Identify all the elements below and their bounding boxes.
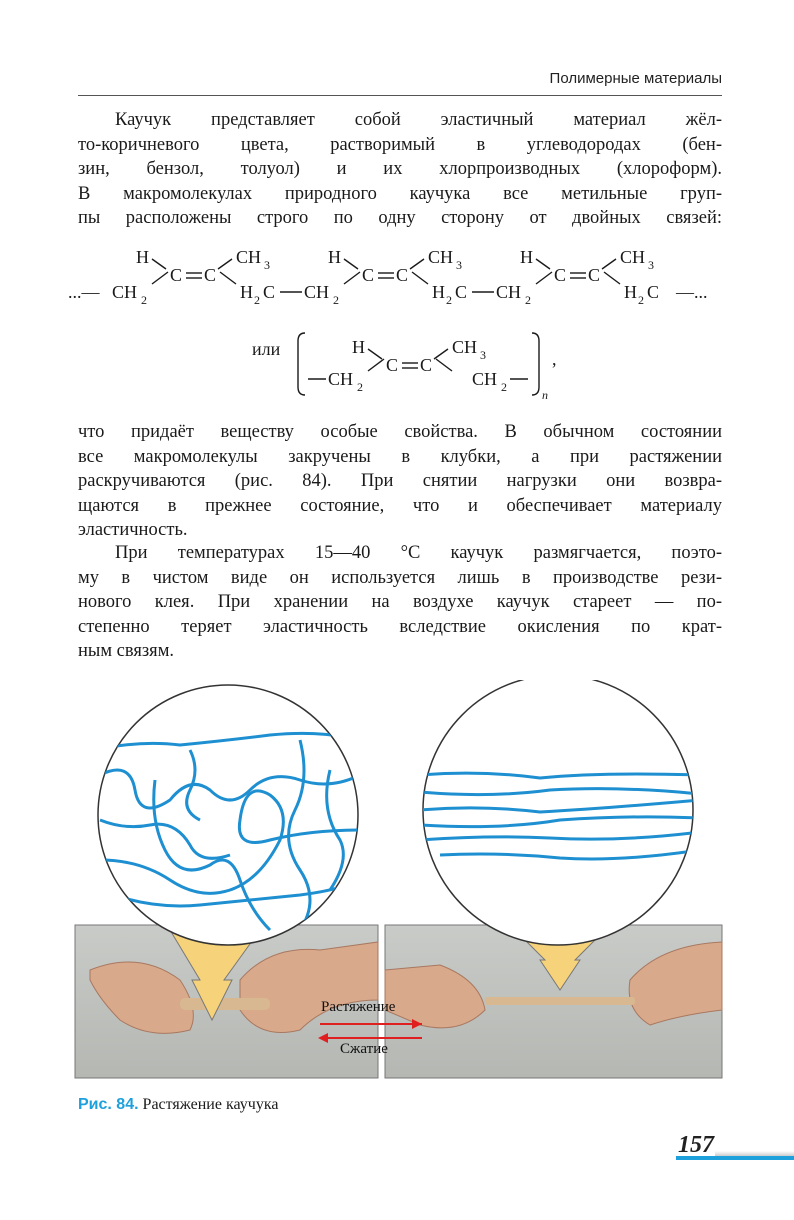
formula-atom: H xyxy=(520,247,533,267)
comma: , xyxy=(552,349,557,369)
bond xyxy=(412,272,428,284)
rubber-strip-stretched xyxy=(485,997,635,1005)
formula-atom: 2 xyxy=(525,293,531,307)
formula-atom: C xyxy=(170,265,183,285)
subscript-n: n xyxy=(542,388,548,402)
formula-atom: 2 xyxy=(501,380,507,394)
formula-atom: 2 xyxy=(333,293,339,307)
caption-text: Растяжение каучука xyxy=(142,1096,279,1113)
text-line: раскручиваются (рис. 84). При снятии нагрузки они возвра- xyxy=(78,471,722,491)
figure-caption xyxy=(78,1096,278,1114)
bond xyxy=(368,349,382,359)
text-line: При температурах 15—40 °С каучук размягчается, поэто- xyxy=(115,543,722,563)
text-line: что придаёт веществу особые свойства. В обычном состоянии xyxy=(78,422,722,442)
bond xyxy=(152,272,168,284)
formula-atom: 2 xyxy=(254,293,260,307)
formula-atom: CH xyxy=(452,337,478,357)
bond xyxy=(536,259,550,269)
compress-label: Сжатие xyxy=(340,1041,388,1057)
formula-atom: CH xyxy=(112,282,138,302)
formula-atom: 3 xyxy=(456,258,462,272)
text-line: В макромолекулах природного каучука все метильные груп- xyxy=(78,184,722,204)
running-header: Полимерные материалы xyxy=(549,70,722,87)
formula-atom: H xyxy=(328,247,341,267)
right-bracket xyxy=(532,333,539,395)
bond xyxy=(344,272,360,284)
bond xyxy=(220,272,236,284)
isoprene-structural-formula xyxy=(0,235,794,415)
formula-atom: 2 xyxy=(446,293,452,307)
bond xyxy=(152,259,166,269)
bond xyxy=(368,359,384,371)
text-line: зин, бензол, толуол) и их хлорпроизводных (хлороформ). xyxy=(78,159,722,179)
text-line: то-коричневого цвета, растворимый в углеводородах (бен- xyxy=(78,135,722,155)
stretch-label: Растяжение xyxy=(321,999,396,1015)
text-line: ным связям. xyxy=(78,641,175,661)
bond xyxy=(436,359,452,371)
bond xyxy=(434,349,448,359)
formula-atom: CH xyxy=(472,369,498,389)
formula-atom: C xyxy=(554,265,567,285)
formula-atom: 3 xyxy=(264,258,270,272)
text-line: степенно теряет эластичность вследствие окисления по крат- xyxy=(78,617,722,637)
formula-atom: C xyxy=(455,282,468,302)
formula-atom: H xyxy=(240,282,253,302)
rubber-strip-relaxed xyxy=(180,998,270,1010)
formula-atom: CH xyxy=(428,247,454,267)
formula-atom: CH xyxy=(304,282,330,302)
header-rule xyxy=(78,95,722,96)
formula-atom: CH xyxy=(496,282,522,302)
formula-atom: 2 xyxy=(638,293,644,307)
figure-number: Рис. 84. xyxy=(78,1096,139,1113)
text-line: нового клея. При хранении на воздухе каучук стареет — по- xyxy=(78,592,722,612)
bond xyxy=(344,259,358,269)
chain-end: —... xyxy=(676,282,708,302)
page-number: 157 xyxy=(678,1132,714,1158)
formula-atom: C xyxy=(647,282,660,302)
formula-atom: H xyxy=(624,282,637,302)
formula-atom: C xyxy=(386,355,399,375)
formula-chain xyxy=(112,247,659,307)
chain-start: ...— xyxy=(68,282,100,302)
formula-atom: C xyxy=(204,265,217,285)
text-line: Каучук представляет собой эластичный материал жёл- xyxy=(115,110,722,130)
formula-atom: H xyxy=(352,337,365,357)
formula-atom: C xyxy=(588,265,601,285)
text-line: все макромолекулы закручены в клубки, а при растяжении xyxy=(78,447,722,467)
text-line: пы расположены строго по одну сторону от двойных связей: xyxy=(78,208,722,228)
left-bracket xyxy=(298,333,305,395)
formula-atom: C xyxy=(420,355,433,375)
formula-atom: 2 xyxy=(357,380,363,394)
formula-atom: 3 xyxy=(480,348,486,362)
figure-84-illustration xyxy=(0,680,794,1090)
bond xyxy=(604,272,620,284)
formula-atom: H xyxy=(432,282,445,302)
formula-atom: 3 xyxy=(648,258,654,272)
bond xyxy=(602,259,616,269)
formula-atom: CH xyxy=(236,247,262,267)
magnified-aligned-chains xyxy=(423,680,693,945)
text-line: щаются в прежнее состояние, что и обеспечивает материалу xyxy=(78,496,722,516)
bond xyxy=(410,259,424,269)
formula-atom: CH xyxy=(620,247,646,267)
formula-atom: CH xyxy=(328,369,354,389)
magnified-tangled-chains xyxy=(98,685,358,945)
formula-atom: C xyxy=(362,265,375,285)
formula-atom: C xyxy=(396,265,409,285)
bond xyxy=(536,272,552,284)
formula-atom: C xyxy=(263,282,276,302)
text-line: му в чистом виде он используется лишь в производстве рези- xyxy=(78,568,722,588)
text-line: эластичность. xyxy=(78,520,188,540)
formula-atom: 2 xyxy=(141,293,147,307)
or-word: или xyxy=(252,339,281,359)
bond xyxy=(218,259,232,269)
formula-atom: H xyxy=(136,247,149,267)
